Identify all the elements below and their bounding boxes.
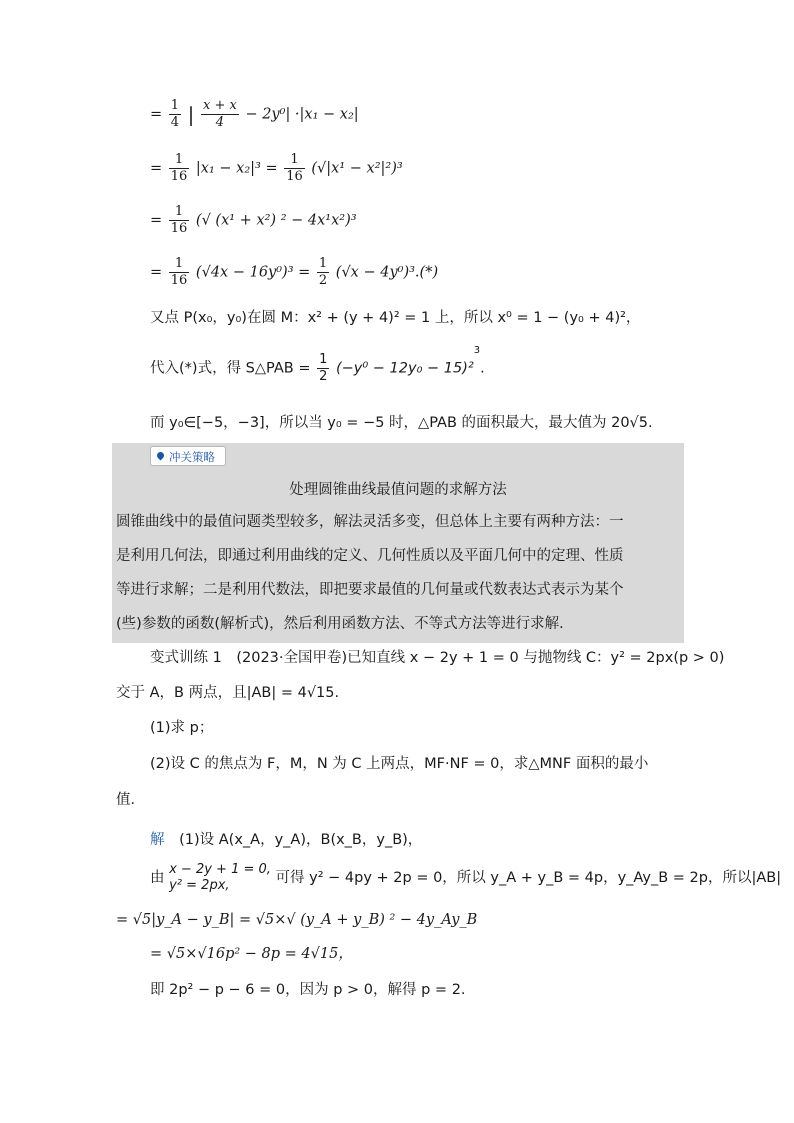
text-line-conclusion: 而 y₀∈[−5，−3]，所以当 y₀ = −5 时，△PAB 的面积最大，最大值为 20√5. (150, 415, 653, 431)
fraction: $\frac{x + x}{4}$ (203, 98, 237, 130)
fraction: $\frac{1}{2}$ (318, 256, 328, 288)
callout-title: 处理圆锥曲线最值问题的求解方法 (289, 482, 507, 498)
formula-text: (√4x − 16y⁰)³ = (195, 264, 311, 281)
solution-line-3: = √5|y_A − y_B| = √5×√ (y_A + y_B) ² − 4y_Ay_B (116, 912, 478, 928)
callout-body-line: (些)参数的函数(解析式)，然后利用函数方法、不等式方法等进行求解． (116, 616, 574, 632)
callout-body (116, 505, 624, 641)
formula-text: (√|x¹ − x²|²)³ (311, 160, 403, 177)
formula-text: 代入(*)式，得 S△PAB = (150, 360, 311, 377)
equation-system (169, 862, 271, 894)
eq-sign: = (150, 264, 163, 281)
system-equation-top: x − 2y + 1 = 0, (169, 862, 271, 877)
exercise-question-2-cont: 值． (116, 792, 145, 808)
eq-sign: = (150, 106, 163, 123)
formula-line-3 (150, 204, 357, 237)
formula-text: (√ (x¹ + x²) ² − 4x¹x²)³ (195, 212, 357, 229)
formula-text: |x₁ − x₂|³ = (195, 160, 278, 177)
exercise-question-1: (1)求 p； (150, 720, 214, 736)
formula-line-2 (150, 152, 403, 185)
solution-label: 解 (150, 832, 165, 848)
fraction: $\frac{1}{2}$ (319, 352, 328, 384)
solution-text: 可得 y² − 4py + 2p = 0，所以 y_A + y_B = 4p，y_Ay_B = 2p，所以|AB| (275, 870, 782, 886)
solution-line-1 (150, 830, 422, 850)
fraction: $\frac{1}{16}$ (170, 256, 188, 288)
formula-text: (−y⁰ − 12y₀ − 15)² (335, 360, 474, 377)
text-line-substitution (150, 344, 485, 385)
solution-line-5: 即 2p² − p − 6 = 0，因为 p > 0，解得 p = 2. (150, 982, 466, 998)
fraction: $\frac{1}{16}$ (286, 152, 303, 184)
exercise-question-2: (2)设 C 的焦点为 F，M，N 为 C 上两点，MF·NF = 0，求△MNF 面积的最小 (150, 756, 649, 772)
solution-system-line (150, 862, 781, 894)
callout-body-line: 是利用几何法，即通过利用曲线的定义、几何性质以及平面几何中的定理、性质 (116, 548, 624, 564)
fraction: $\frac{1}{4}$ (170, 98, 180, 130)
formula-line-4 (150, 256, 438, 289)
formula-text: . (480, 360, 485, 377)
strategy-tag-label: 冲关策略 (169, 450, 215, 464)
formula-text: (√x − 4y⁰)³.(*) (335, 264, 439, 281)
exercise-line-1: 变式训练 1 (2023·全国甲卷)已知直线 x − 2y + 1 = 0 与抛物线 C：y² = 2px(p > 0) (150, 650, 725, 666)
text-line-point-on-circle: 又点 P(x₀，y₀)在圆 M：x² + (y + 4)² = 1 上，所以 x⁰ = 1 − (y₀ + 4)²， (150, 310, 641, 326)
eq-sign: = (150, 212, 163, 229)
callout-body-line: 圆锥曲线中的最值问题类型较多，解法灵活多变，但总体上主要有两种方法：一 (116, 514, 624, 530)
system-equation-bottom: y² = 2px, (169, 878, 230, 893)
exercise-line-2: 交于 A，B 两点，且|AB| = 4√15. (116, 685, 340, 701)
solution-text: 由 (150, 870, 165, 886)
formula-text: − 2y⁰| ·|x₁ − x₂| (245, 106, 359, 123)
solution-line-4: = √5×√16p² − 8p = 4√15， (150, 946, 353, 962)
fraction: $\frac{1}{16}$ (170, 204, 188, 236)
exponent: 3 (473, 344, 481, 356)
strategy-tag (150, 446, 226, 466)
eq-sign: = (150, 160, 163, 177)
fraction: $\frac{1}{16}$ (170, 152, 188, 184)
abs-bar: | (187, 102, 195, 127)
callout-body-line: 等进行求解；二是利用代数法，即把要求最值的几何量或代数表达式表示为某个 (116, 582, 624, 598)
solution-text: (1)设 A(x_A，y_A)，B(x_B，y_B)， (179, 832, 423, 848)
formula-line-1 (150, 98, 359, 131)
pin-icon (156, 451, 166, 461)
